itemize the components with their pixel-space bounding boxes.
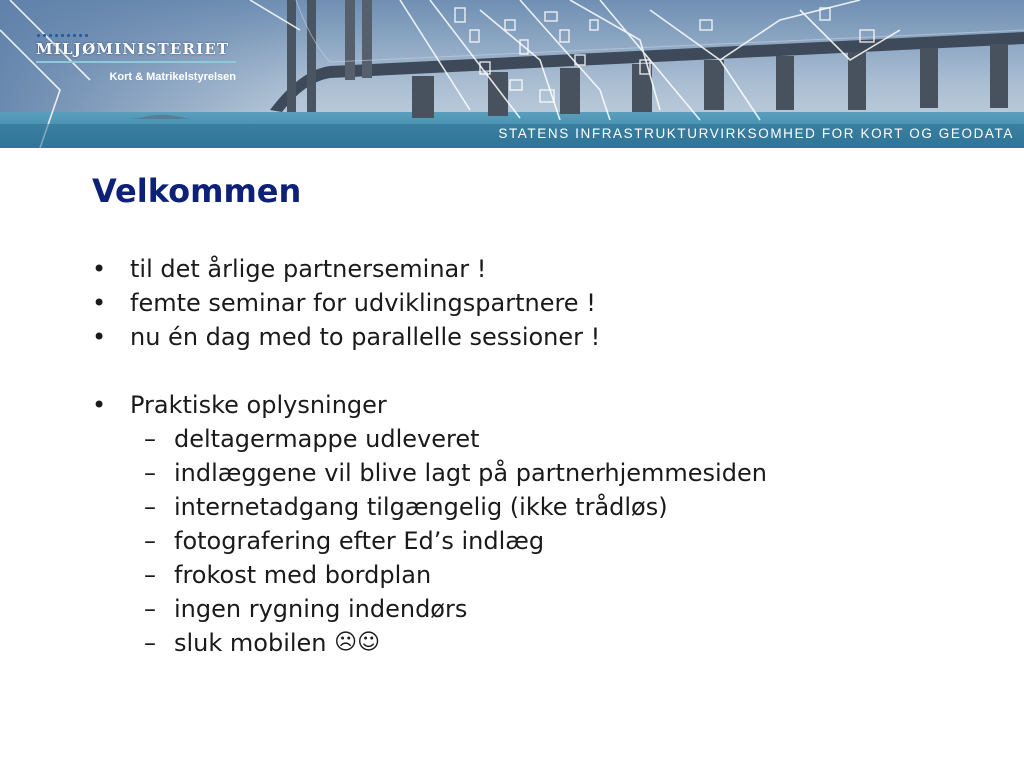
sub-item-text: internetadgang tilgængelig (ikke trådløs) bbox=[174, 493, 668, 521]
list-spacer bbox=[92, 354, 992, 388]
bullet-text: femte seminar for udviklingspartnere ! bbox=[130, 289, 596, 317]
header-banner bbox=[0, 0, 1024, 148]
ministry-logo[interactable] bbox=[36, 34, 246, 83]
sub-item bbox=[92, 456, 992, 490]
practical-heading: Praktiske oplysninger bbox=[130, 391, 387, 419]
dash-icon: – bbox=[144, 561, 156, 589]
dash-icon: – bbox=[144, 595, 156, 623]
dash-icon: – bbox=[144, 493, 156, 521]
sub-item-text: fotografering efter Ed’s indlæg bbox=[174, 527, 545, 555]
dash-icon: – bbox=[144, 459, 156, 487]
dash-icon: – bbox=[144, 629, 156, 657]
bullet-icon: • bbox=[92, 255, 107, 283]
bullet-icon: • bbox=[92, 289, 107, 317]
dash-icon: – bbox=[144, 425, 156, 453]
sub-item-text: deltagermappe udleveret bbox=[174, 425, 480, 453]
bullet-item bbox=[92, 286, 992, 320]
sub-item bbox=[92, 558, 992, 592]
sub-item-text: frokost med bordplan bbox=[174, 561, 432, 589]
logo-agency-name: Kort & Matrikelstyrelsen bbox=[109, 71, 236, 83]
sub-item bbox=[92, 592, 992, 626]
sub-item-text: indlæggene vil blive lagt på partnerhjemmesiden bbox=[174, 459, 767, 487]
logo-ministry-name: MILJØMINISTERIET bbox=[36, 40, 230, 58]
sub-item-text: ingen rygning indendørs bbox=[174, 595, 468, 623]
sub-item bbox=[92, 524, 992, 558]
bullet-item bbox=[92, 320, 992, 354]
sub-item bbox=[92, 422, 992, 456]
header-tagline: STATENS INFRASTRUKTURVIRKSOMHED FOR KORT OG GEODATA bbox=[498, 126, 1014, 141]
bullet-text: til det årlige partnerseminar ! bbox=[130, 255, 487, 283]
slide-content bbox=[92, 252, 992, 660]
emoticon-icon: ☹☺ bbox=[334, 630, 381, 655]
sub-item-text: sluk mobilen bbox=[174, 629, 327, 657]
bullet-text: nu én dag med to parallelle sessioner ! bbox=[130, 323, 601, 351]
logo-dots bbox=[37, 34, 246, 37]
bullet-item bbox=[92, 388, 992, 422]
bullet-icon: • bbox=[92, 391, 107, 419]
slide-title: Velkommen bbox=[92, 172, 302, 210]
bullet-item bbox=[92, 252, 992, 286]
bullet-icon: • bbox=[92, 323, 107, 351]
sub-item bbox=[92, 490, 992, 524]
sub-item bbox=[92, 626, 992, 660]
dash-icon: – bbox=[144, 527, 156, 555]
logo-divider bbox=[36, 61, 236, 63]
